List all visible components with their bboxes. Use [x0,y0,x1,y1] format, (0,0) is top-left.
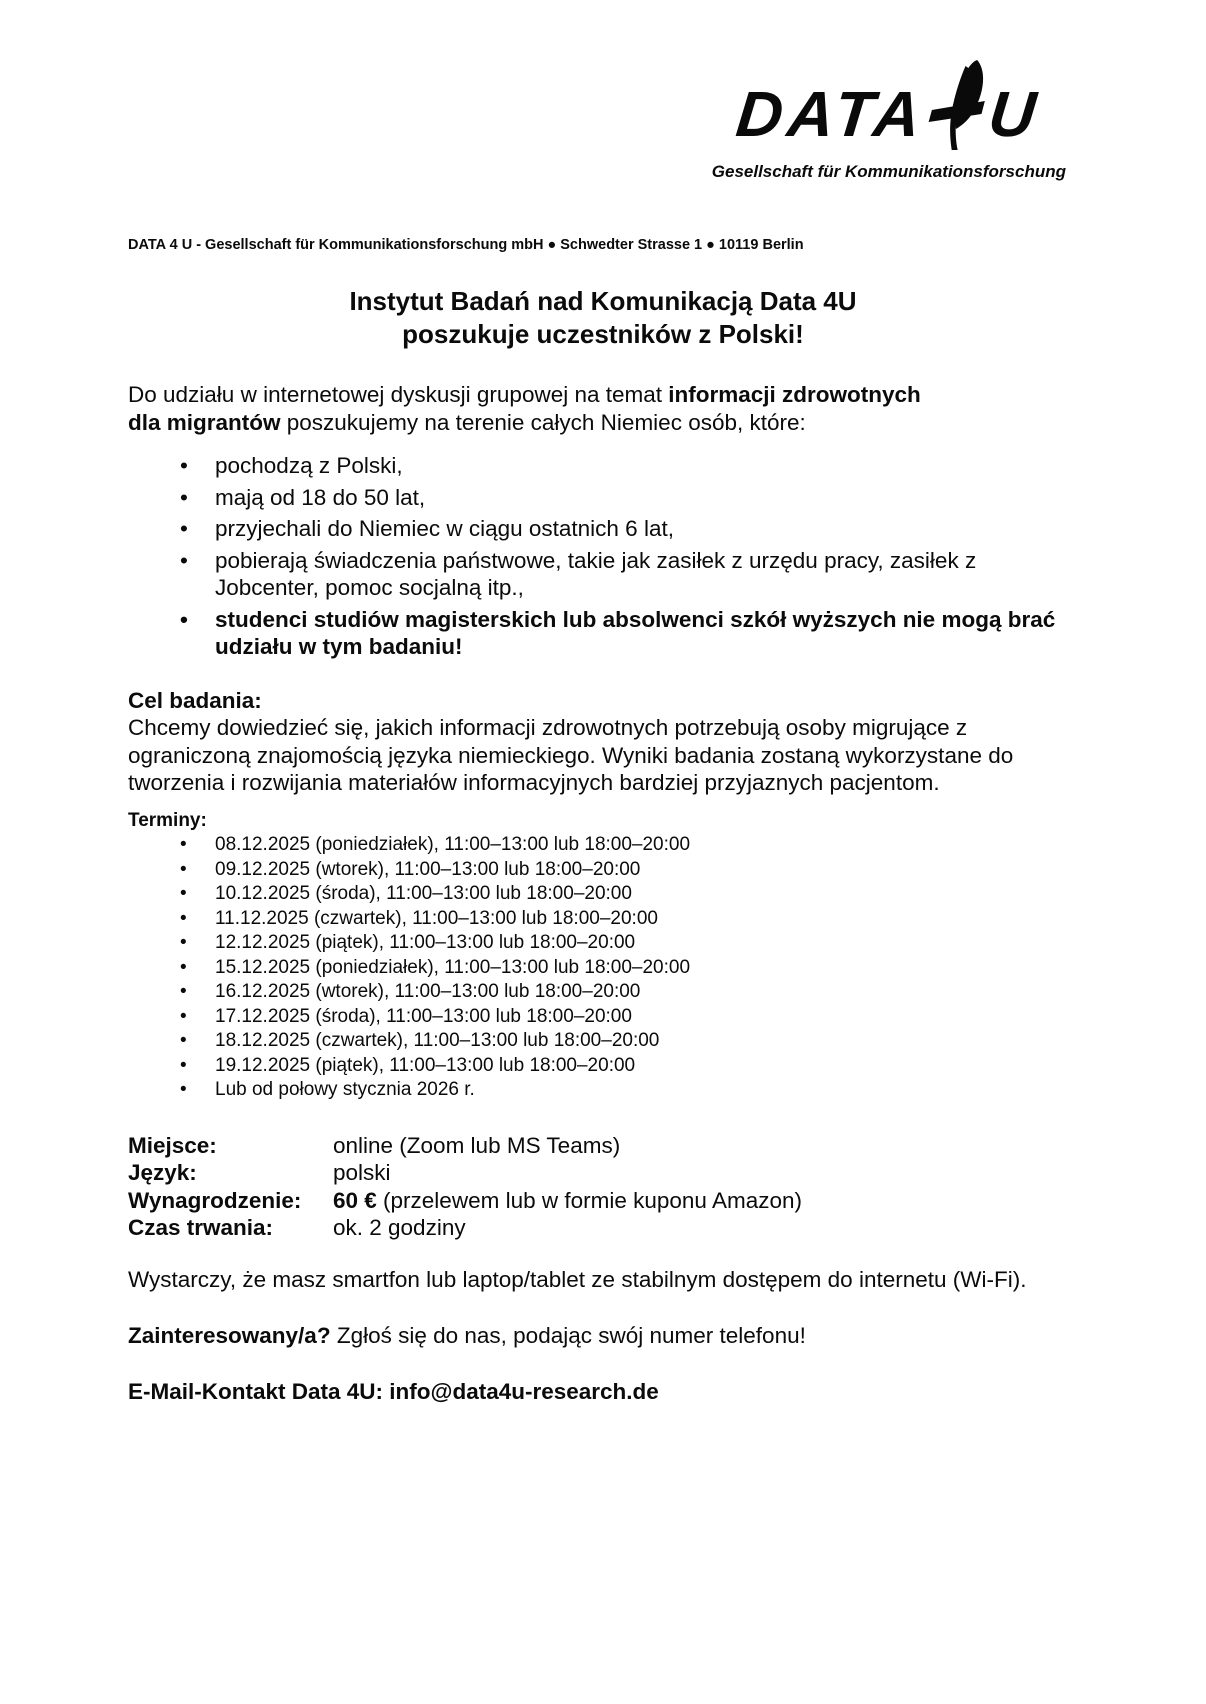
bullet-icon: • [180,516,188,541]
logo-wordmark [706,58,1071,160]
criteria-item [128,547,1078,602]
detail-value-text: online (Zoom lub MS Teams) [333,1132,621,1158]
schedule-item-text: 12.12.2025 (piątek), 11:00–13:00 lub 18:00–20:00 [215,932,636,953]
criteria-item [128,452,1078,480]
schedule-item [128,956,1078,981]
page-title-line1: Instytut Badań nad Komunikacją Data 4U [349,286,857,316]
bullet-icon: • [180,1030,187,1051]
schedule-item-text: 15.12.2025 (poniedziałek), 11:00–13:00 lub 18:00–20:00 [215,956,691,978]
schedule-item [128,858,1078,883]
criteria-list [128,452,1078,661]
bullet-icon: • [180,834,187,855]
detail-row-compensation [128,1187,1078,1215]
detail-value-text: ok. 2 godziny [333,1215,466,1240]
schedule-item-text: 08.12.2025 (poniedziałek), 11:00–13:00 lub 18:00–20:00 [215,834,691,855]
bullet-icon: • [180,883,187,904]
criteria-item [128,515,1078,543]
schedule-item [128,882,1078,907]
schedule-item-text: 11.12.2025 (czwartek), 11:00–13:00 lub 18:00–20:00 [215,907,658,929]
detail-row-duration [128,1214,1078,1242]
criteria-item-text: przyjechali do Niemiec w ciągu ostatnich 6 lat, [215,516,674,541]
detail-label: Wynagrodzenie: [128,1187,302,1213]
schedule-item [128,1029,1078,1054]
bullet-icon: • [180,547,188,573]
detail-row-language [128,1159,1078,1187]
criteria-item [128,484,1078,512]
bullet-icon: • [180,1079,187,1100]
intro-text-after: poszukujemy na terenie całych Niemiec osób, które: [280,409,806,435]
schedule-item-text: Lub od połowy stycznia 2026 r. [215,1079,475,1100]
schedule-item-text: 10.12.2025 (środa), 11:00–13:00 lub 18:00–20:00 [215,883,632,904]
schedule-item-text: 19.12.2025 (piątek), 11:00–13:00 lub 18:00–20:00 [215,1054,636,1076]
detail-value [333,1187,802,1215]
goal-heading: Cel badania: [128,687,262,713]
detail-label: Czas trwania: [128,1215,274,1240]
schedule-item-text: 18.12.2025 (czwartek), 11:00–13:00 lub 18:00–20:00 [215,1030,660,1051]
intro-bold-topic-cont: dla migrantów [128,409,281,435]
schedule-item-text: 17.12.2025 (środa), 11:00–13:00 lub 18:00–20:00 [215,1005,632,1027]
criteria-item-exclusion [128,606,1078,661]
schedule-item [128,833,1078,858]
schedule-item [128,907,1078,932]
detail-value [333,1132,620,1160]
schedule-item [128,1078,1078,1103]
logo-text-data: DATA [732,78,929,150]
requirements-paragraph: Wystarczy, że masz smartfon lub laptop/tablet ze stabilnym dostępem do internetu (Wi-Fi). [128,1266,1027,1292]
bullet-icon: • [180,981,187,1002]
detail-value [333,1214,466,1242]
bullet-icon: • [180,453,188,478]
document-content [128,236,1078,1405]
page-title [128,285,1078,351]
criteria-item-text: pochodzą z Polski, [215,453,403,478]
email-contact-line: E-Mail-Kontakt Data 4U: info@data4u-research.de [128,1378,659,1404]
detail-label: Język: [128,1160,197,1185]
logo-feather-4-icon [922,58,991,160]
schedule-item [128,1054,1078,1079]
logo-subtitle: Gesellschaft für Kommunikationsforschung [711,162,1066,181]
bullet-icon: • [180,1005,187,1027]
bullet-icon: • [180,484,188,510]
intro-paragraph [128,381,1078,436]
intro-bold-topic: informacji zdrowotnych [668,382,921,407]
logo-text-u: U [985,78,1044,150]
schedule-item [128,980,1078,1005]
detail-row-place [128,1132,1078,1160]
bullet-icon: • [180,858,187,880]
criteria-item-text: pobierają świadczenia państwowe, takie jak zasiłek z urzędu pracy, zasiłek z Jobcenter, pomoc socjalną itp., [215,547,977,600]
schedule-item [128,931,1078,956]
sender-address-line: DATA 4 U - Gesellschaft für Kommunikationsforschung mbH ● Schwedter Strasse 1 ● 10119 Berlin [128,237,804,253]
bullet-icon: • [180,1054,187,1076]
detail-value [333,1159,391,1187]
goal-paragraph: Chcemy dowiedzieć się, jakich informacji zdrowotnych potrzebują osoby migrujące z ograniczoną znajomością języka niemieckiego. Wyniki badania zostaną wykorzystane do tworzenia i rozwijania materiałów informacyjnych bardziej przyjaznych pacjentom. [128,715,1014,795]
bullet-icon: • [180,907,187,929]
schedule-item-text: 16.12.2025 (wtorek), 11:00–13:00 lub 18:00–20:00 [215,981,641,1002]
page-title-line2: poszukuje uczestników z Polski! [402,319,804,349]
bullet-icon: • [180,606,188,632]
letterhead-logo [712,58,1066,182]
schedule-list [128,833,1078,1103]
cta-text: Zgłoś się do nas, podając swój numer telefonu! [330,1323,806,1348]
intro-text: Do udziału w internetowej dyskusji grupowej na temat [128,382,669,407]
schedule-item-text: 09.12.2025 (wtorek), 11:00–13:00 lub 18:00–20:00 [215,858,641,880]
bullet-icon: • [180,956,187,978]
detail-value-bold: 60 € [333,1187,377,1213]
schedule-item [128,1005,1078,1030]
criteria-item-text: mają od 18 do 50 lat, [215,484,426,510]
criteria-item-text: studenci studiów magisterskich lub absolwenci szkół wyższych nie mogą brać udziału w tym badaniu! [215,606,1056,659]
detail-value-text: polski [333,1160,391,1185]
schedule-heading: Terminy: [128,809,207,831]
detail-label: Miejsce: [128,1132,217,1158]
bullet-icon: • [180,932,187,953]
cta-paragraph [128,1322,1078,1350]
cta-bold-question: Zainteresowany/a? [128,1323,331,1348]
details-table [128,1132,1078,1242]
detail-value-text: (przelewem lub w formie kuponu Amazon) [376,1187,802,1213]
